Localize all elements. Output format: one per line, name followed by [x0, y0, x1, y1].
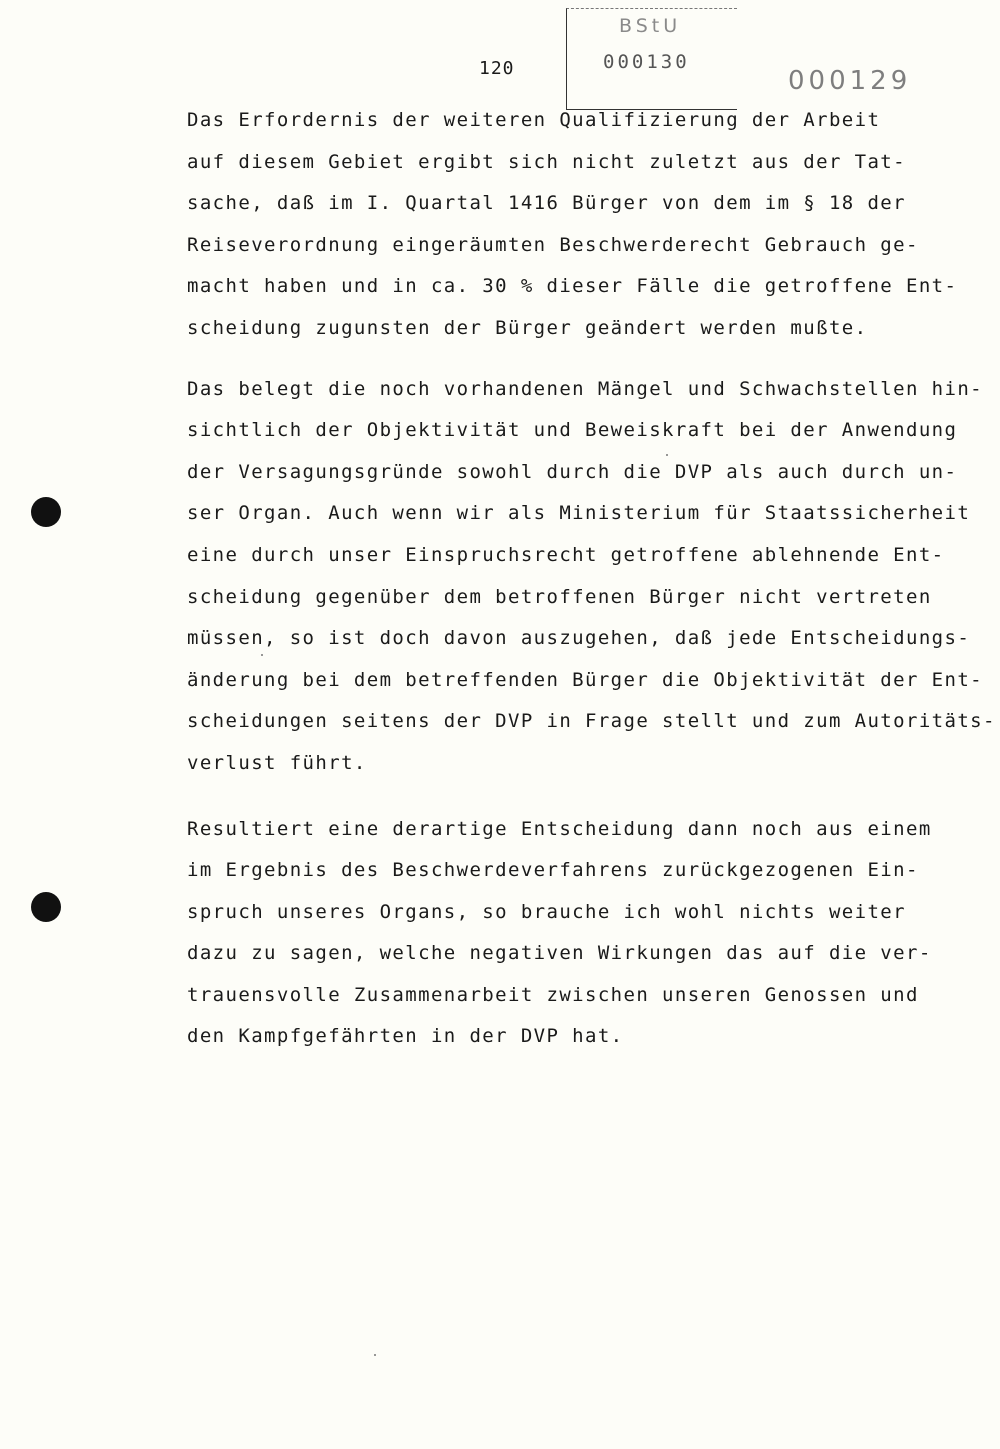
text-line: ser Organ. Auch wenn wir als Ministerium für Staatssicherheit: [187, 502, 971, 525]
text-line: müssen, so ist doch davon auszugehen, daß jede Entscheidungs-: [187, 627, 971, 650]
text-line: Reiseverordnung eingeräumten Beschwerderecht Gebrauch ge-: [187, 233, 919, 256]
text-line: scheidungen seitens der DVP in Frage stellt und zum Autoritäts-: [187, 710, 996, 733]
archive-number: 000129: [788, 66, 912, 96]
text-line: scheidung zugunsten der Bürger geändert werden mußte.: [187, 316, 868, 339]
text-line: den Kampfgefährten in der DVP hat.: [187, 1025, 624, 1048]
paragraph: [187, 100, 977, 350]
text-line: eine durch unser Einspruchsrecht getroffene ablehnende Ent-: [187, 543, 945, 566]
text-line: der Versagungsgründe sowohl durch die DVP als auch durch un-: [187, 460, 958, 483]
text-line: Das belegt die noch vorhandenen Mängel und Schwachstellen hin-: [187, 377, 984, 400]
archive-stamp: [566, 8, 737, 110]
paragraph: [187, 809, 977, 1059]
stamp-number: 000130: [603, 51, 690, 73]
text-line: verlust führt.: [187, 751, 367, 774]
text-line: Resultiert eine derartige Entscheidung dann noch aus einem: [187, 817, 932, 840]
text-line: auf diesem Gebiet ergibt sich nicht zuletzt aus der Tat-: [187, 150, 906, 173]
stamp-agency: BStU: [619, 15, 682, 37]
text-line: scheidung gegenüber dem betroffenen Bürger nicht vertreten: [187, 585, 932, 608]
punch-hole: [31, 892, 61, 922]
text-line: im Ergebnis des Beschwerdeverfahrens zurückgezogenen Ein-: [187, 859, 919, 882]
document-body: [187, 100, 996, 1058]
text-line: dazu zu sagen, welche negativen Wirkungen das auf die ver-: [187, 942, 932, 965]
page-number: 120: [479, 58, 515, 79]
text-line: sichtlich der Objektivität und Beweiskraft bei der Anwendung: [187, 419, 958, 442]
text-line: änderung bei dem betreffenden Bürger die Objektivität der Ent-: [187, 668, 984, 691]
paper-speck: [374, 1354, 376, 1356]
paragraph: [187, 369, 996, 785]
text-line: spruch unseres Organs, so brauche ich wohl nichts weiter: [187, 900, 906, 923]
punch-hole: [31, 497, 61, 527]
text-line: Das Erfordernis der weiteren Qualifizierung der Arbeit: [187, 109, 881, 131]
text-line: macht haben und in ca. 30 % dieser Fälle die getroffene Ent-: [187, 275, 958, 298]
text-line: sache, daß im I. Quartal 1416 Bürger von dem im § 18 der: [187, 192, 906, 215]
text-line: trauensvolle Zusammenarbeit zwischen unseren Genossen und: [187, 983, 919, 1006]
